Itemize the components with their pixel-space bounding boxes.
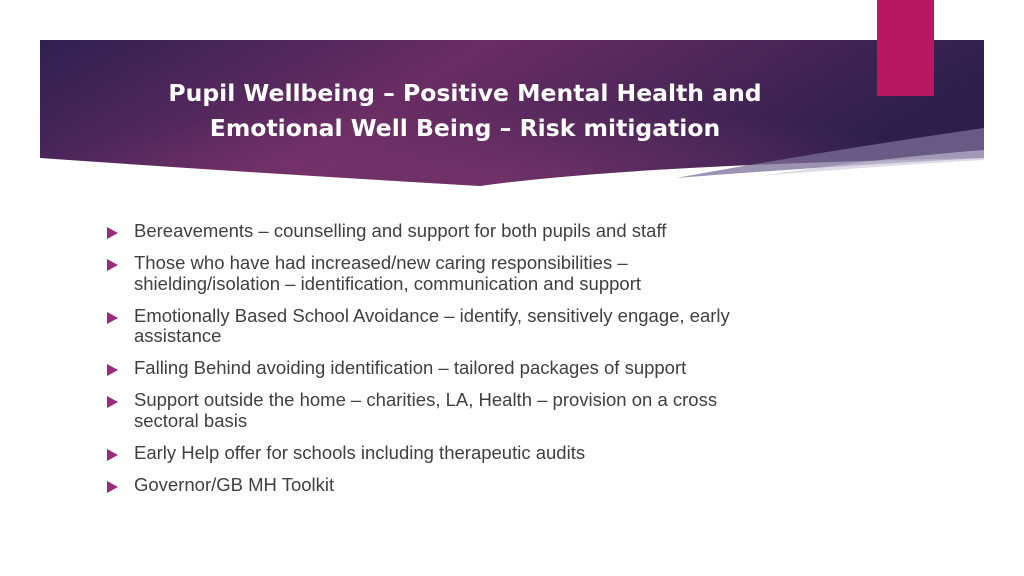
bullet-text-line: assistance	[134, 325, 222, 346]
bullet-text-line: sectoral basis	[134, 409, 248, 431]
bullet-item	[103, 390, 863, 431]
triangle-right-icon	[107, 227, 118, 239]
bullet-text-line: Falling Behind avoiding identification – tailored packages of support	[134, 357, 687, 378]
triangle-right-icon	[107, 449, 118, 461]
bullet-text-line: shielding/isolation – identification, communication and support	[134, 272, 641, 294]
bullet-text	[134, 221, 863, 242]
slide-title	[120, 76, 810, 146]
bullet-item	[103, 475, 863, 496]
bullet-text	[134, 306, 863, 347]
accent-tab	[877, 0, 934, 96]
bullet-item	[103, 358, 863, 379]
triangle-right-icon	[107, 259, 118, 271]
bullet-text-line: Governor/GB MH Toolkit	[134, 473, 335, 495]
bullet-item	[103, 253, 863, 294]
bullet-text	[134, 253, 863, 294]
bullet-item	[103, 221, 863, 242]
triangle-right-icon	[107, 364, 118, 376]
bullet-text-line: Support outside the home – charities, LA, Health – provision on a cross	[134, 389, 718, 410]
bullet-list	[103, 221, 863, 507]
bullet-text	[134, 475, 863, 496]
slide-title-line: Emotional Well Being – Risk mitigation	[209, 114, 721, 142]
slide-title-line: Pupil Wellbeing – Positive Mental Health and	[168, 79, 762, 107]
bullet-text	[134, 358, 863, 379]
bullet-text	[134, 443, 863, 464]
bullet-text-line: Emotionally Based School Avoidance – identify, sensitively engage, early	[134, 304, 730, 326]
bullet-text-line: Early Help offer for schools including therapeutic audits	[134, 441, 586, 463]
bullet-text	[134, 390, 863, 431]
bullet-text-line: Bereavements – counselling and support for both pupils and staff	[134, 220, 667, 241]
triangle-right-icon	[107, 312, 118, 324]
triangle-right-icon	[107, 396, 118, 408]
bullet-item	[103, 443, 863, 464]
bullet-item	[103, 306, 863, 347]
triangle-right-icon	[107, 481, 118, 493]
bullet-text-line: Those who have had increased/new caring responsibilities –	[134, 252, 628, 273]
